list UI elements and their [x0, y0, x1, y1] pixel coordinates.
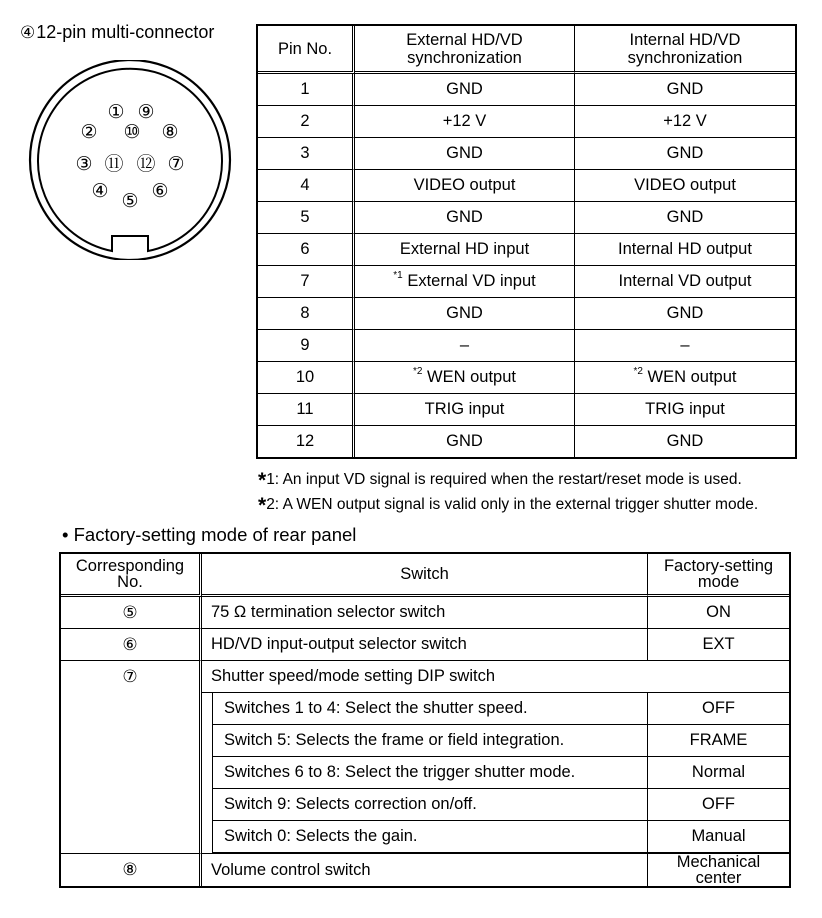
corresponding-no: ⑥ — [61, 629, 202, 661]
indent-spacer — [202, 693, 213, 725]
internal-sync-cell: $^{*2}$ WEN output — [575, 362, 795, 394]
connector-diagram — [20, 60, 240, 260]
pin-row — [258, 362, 795, 394]
connector-pin-9: ⑦ — [167, 153, 185, 175]
switch-name: 75 Ω termination selector switch — [202, 597, 648, 629]
internal-sync-cell: GND — [575, 202, 795, 234]
pin-number: 11 — [258, 394, 355, 426]
dip-switch-row — [61, 757, 789, 789]
factory-mode: Normal — [648, 757, 789, 789]
indent-spacer — [202, 725, 213, 757]
connector-outer-ring — [30, 60, 230, 260]
dip-switch-name: Switch 5: Selects the frame or field integration. — [213, 725, 648, 757]
pin-number: 10 — [258, 362, 355, 394]
connector-pin-3: ② — [80, 121, 98, 143]
indent-spacer — [202, 821, 213, 853]
internal-sync-header: Internal HD/VD synchronization — [575, 26, 795, 74]
connector-pin-6: ③ — [75, 153, 93, 175]
internal-sync-cell: TRIG input — [575, 394, 795, 426]
connector-title-text: 12-pin multi-connector — [36, 22, 215, 42]
connector-pin-4: ⑩ — [123, 121, 141, 143]
internal-sync-cell: Internal VD output — [575, 266, 795, 298]
external-sync-cell: VIDEO output — [355, 170, 575, 202]
dip-switch-row — [61, 725, 789, 757]
corresponding-no: ⑤ — [61, 597, 202, 629]
dip-switch-name: Switch 0: Selects the gain. — [213, 821, 648, 853]
pin-number: 12 — [258, 426, 355, 457]
internal-sync-cell: +12 V — [575, 106, 795, 138]
external-sync-cell: GND — [355, 202, 575, 234]
corresponding-no — [61, 725, 202, 757]
factory-mode: Mechanical center — [648, 853, 789, 886]
external-sync-cell: GND — [355, 426, 575, 457]
pin-row — [258, 298, 795, 330]
pin-row — [258, 106, 795, 138]
internal-sync-cell: – — [575, 330, 795, 362]
corresponding-no: ⑦ — [61, 661, 202, 693]
dip-switch-row — [61, 821, 789, 853]
factory-row — [61, 661, 789, 693]
connector-pin-11: ⑥ — [151, 180, 169, 202]
internal-sync-cell: Internal HD output — [575, 234, 795, 266]
connector-pin-12: ⑤ — [121, 190, 139, 212]
corresponding-no — [61, 789, 202, 821]
dip-switch-row — [61, 789, 789, 821]
pin-row — [258, 330, 795, 362]
factory-mode: FRAME — [648, 725, 789, 757]
internal-sync-cell: VIDEO output — [575, 170, 795, 202]
pin-row — [258, 266, 795, 298]
switch-name: Shutter speed/mode setting DIP switch — [202, 661, 648, 693]
switch-header: Switch — [202, 554, 648, 597]
dip-switch-name: Switches 1 to 4: Select the shutter speed. — [213, 693, 648, 725]
factory-mode-header: Factory-setting mode — [648, 554, 789, 597]
external-sync-cell: External HD input — [355, 234, 575, 266]
factory-mode: OFF — [648, 693, 789, 725]
external-sync-cell: – — [355, 330, 575, 362]
external-sync-cell: GND — [355, 74, 575, 106]
internal-sync-cell: GND — [666, 432, 704, 450]
pin-row — [258, 138, 795, 170]
connector-pin-5: ⑧ — [161, 121, 179, 143]
pin-no-header: Pin No. — [258, 26, 355, 74]
connector-pin-8: ⑫ — [136, 153, 156, 175]
pin-number: 8 — [258, 298, 355, 330]
external-sync-cell: +12 V — [355, 106, 575, 138]
dip-switch-row — [61, 693, 789, 725]
connector-keyed-inner-ring — [38, 69, 222, 251]
external-sync-cell: GND — [355, 298, 575, 330]
internal-sync-cell: GND — [575, 138, 795, 170]
factory-setting-table — [59, 552, 791, 888]
factory-mode: ON — [648, 597, 789, 629]
pin-row — [258, 426, 795, 457]
external-sync-header: External HD/VD synchronization — [355, 26, 575, 74]
switch-name: Volume control switch — [202, 853, 648, 886]
pin-number: 4 — [258, 170, 355, 202]
footnote-2: *2: A WEN output signal is valid only in the external trigger shutter mode. — [258, 494, 759, 517]
factory-row — [61, 597, 789, 629]
pin-row — [258, 170, 795, 202]
factory-mode: OFF — [648, 789, 789, 821]
pin-number: 2 — [258, 106, 355, 138]
internal-sync-cell: GND — [575, 74, 795, 106]
connector-pin-2: ⑨ — [137, 101, 155, 123]
factory-mode — [648, 661, 789, 693]
factory-mode: Manual — [648, 821, 789, 853]
pin-number: 1 — [258, 74, 355, 106]
external-sync-cell: TRIG input — [355, 394, 575, 426]
corresponding-no: ⑧ — [61, 853, 202, 886]
pin-number: 5 — [258, 202, 355, 234]
pin-row — [258, 202, 795, 234]
factory-section-title: • Factory-setting mode of rear panel — [62, 524, 357, 545]
internal-sync-cell: GND — [575, 298, 795, 330]
connector-number: ④ — [20, 23, 36, 42]
connector-pin-10: ④ — [91, 180, 109, 202]
pin-row — [258, 74, 795, 106]
corresponding-no — [61, 757, 202, 789]
pin-row — [258, 234, 795, 266]
external-sync-cell: GND — [355, 138, 575, 170]
pin-number: 6 — [258, 234, 355, 266]
footnote-1: *1: An input VD signal is required when the restart/reset mode is used. — [258, 469, 742, 492]
connector-title — [20, 22, 214, 43]
indent-spacer — [202, 789, 213, 821]
factory-row — [61, 853, 789, 886]
dip-switch-name: Switch 9: Selects correction on/off. — [213, 789, 648, 821]
pin-row — [258, 394, 795, 426]
pin-number: 3 — [258, 138, 355, 170]
factory-row — [61, 629, 789, 661]
pin-number: 7 — [258, 266, 355, 298]
pin-number: 9 — [258, 330, 355, 362]
connector-pin-1: ① — [107, 101, 125, 123]
dip-switch-name: Switches 6 to 8: Select the trigger shutter mode. — [213, 757, 648, 789]
corresponding-no — [61, 693, 202, 725]
pin-table — [256, 24, 797, 459]
factory-mode: EXT — [648, 629, 789, 661]
switch-name: HD/VD input-output selector switch — [202, 629, 648, 661]
corresponding-no — [61, 821, 202, 853]
corresponding-no-header: Corresponding No. — [61, 554, 202, 597]
external-sync-cell: $^{*1}$ External VD input — [355, 266, 575, 298]
indent-spacer — [202, 757, 213, 789]
connector-pin-7: ⑪ — [104, 153, 124, 175]
external-sync-cell: $^{*2}$ WEN output — [355, 362, 575, 394]
